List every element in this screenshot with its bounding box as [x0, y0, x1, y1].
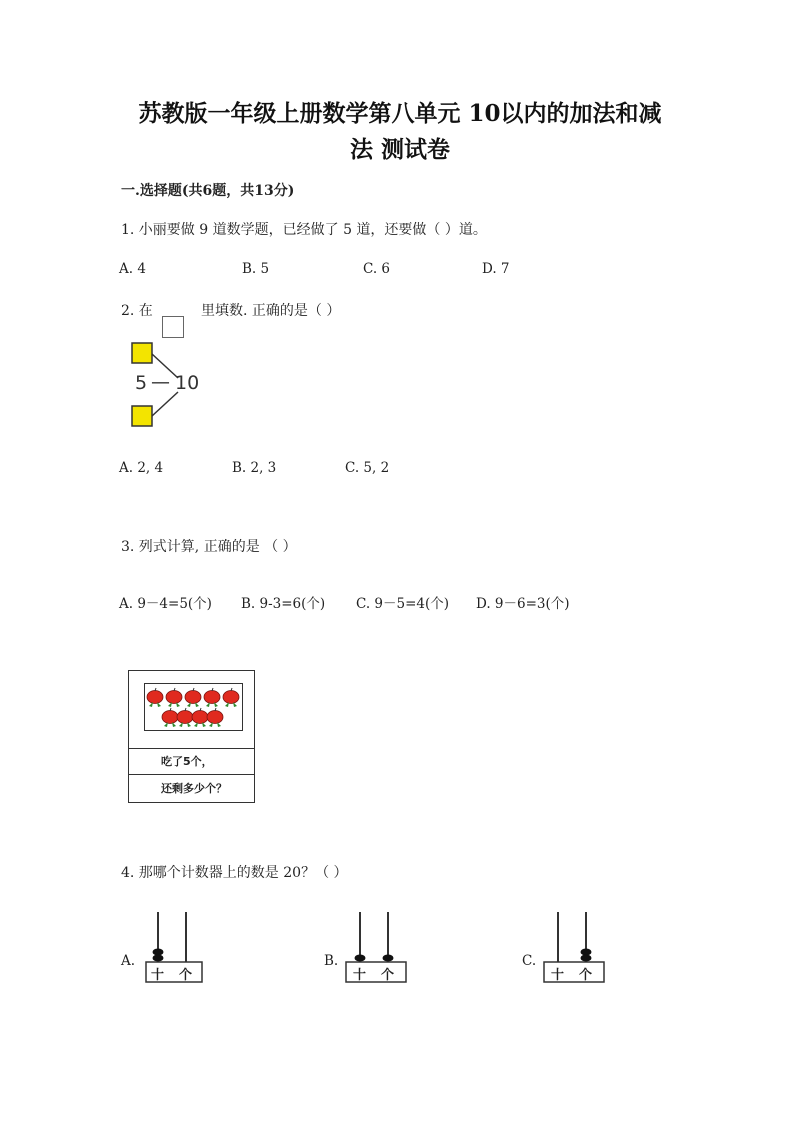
question-1-text: 1. 小丽要做 9 道数学题，已经做了 5 道，还要做（ ）道。 — [121, 222, 487, 238]
number-split-figure — [121, 336, 207, 436]
abacus-b-svg — [341, 912, 411, 984]
apples-svg — [145, 684, 242, 730]
apple-icon — [166, 688, 182, 707]
title-line-2: 法 测试卷 — [349, 136, 450, 163]
abacus-counter-a — [141, 912, 207, 984]
q1-option-b: B. 5 — [242, 261, 270, 277]
card-divider-2 — [129, 774, 254, 775]
q2-option-a: A. 2, 4 — [119, 460, 164, 476]
ones-label-a: 个 — [179, 968, 193, 983]
ones-label-b: 个 — [381, 968, 395, 983]
q3-option-b: B. 9-3=6(个) — [241, 596, 326, 612]
apple-icon — [204, 688, 220, 707]
q1-option-a: A. 4 — [119, 261, 146, 277]
apple-icon — [223, 688, 239, 707]
tens-label-a: 十 — [151, 968, 165, 983]
q1-option-c: C. 6 — [363, 261, 391, 277]
bead-a-2 — [153, 955, 164, 962]
apple-icon — [162, 708, 178, 727]
question-2-text-pre: 2. 在 — [121, 303, 153, 319]
q3-option-d: D. 9－6=3(个) — [476, 596, 570, 612]
apple-picture-card — [128, 670, 255, 803]
q4-label-a: A. — [121, 953, 136, 969]
card-divider-1 — [129, 748, 254, 749]
tens-label-b: 十 — [353, 968, 367, 983]
bottom-yellow-square — [132, 406, 152, 426]
apple-icon — [147, 688, 163, 707]
apple-icon — [192, 708, 208, 727]
left-number: 5 — [135, 372, 148, 394]
split-line-bottom — [152, 392, 178, 416]
tens-label-c: 十 — [551, 968, 565, 983]
abacus-c-svg — [539, 912, 609, 984]
top-yellow-square — [132, 343, 152, 363]
bead-c-2 — [581, 955, 592, 962]
right-number: 10 — [175, 372, 200, 394]
q2-option-b: B. 2, 3 — [232, 460, 277, 476]
abacus-counter-c — [539, 912, 609, 984]
q4-label-c: C. — [522, 953, 537, 969]
q2-option-c: C. 5, 2 — [345, 460, 390, 476]
section-heading: 一.选择题(共6题，共13分) — [121, 183, 295, 199]
caption-line-2: 还剩多少个？ — [161, 782, 227, 795]
apple-icon — [185, 688, 201, 707]
abacus-counter-b — [341, 912, 411, 984]
page-title — [100, 96, 700, 168]
title-line-1: 苏教版一年级上册数学第八单元 10以内的加法和减 — [138, 100, 662, 127]
apple-frame — [144, 683, 243, 731]
bead-a-1 — [153, 949, 164, 956]
q3-option-c: C. 9－5=4(个) — [356, 596, 450, 612]
bead-c-1 — [581, 949, 592, 956]
ones-label-c: 个 — [579, 968, 593, 983]
bead-b-1 — [355, 955, 366, 962]
question-2-text-post: 里填数. 正确的是（ ） — [201, 303, 341, 319]
apple-icon — [207, 708, 223, 727]
blank-box-icon — [162, 316, 184, 338]
question-4-text: 4. 那哪个计数器上的数是 20？（ ） — [121, 865, 348, 881]
q3-option-a: A. 9－4=5(个) — [119, 596, 212, 612]
caption-line-1: 吃了5个， — [161, 755, 213, 768]
bead-b-2 — [383, 955, 394, 962]
dash-glyph: — — [151, 371, 170, 393]
q4-label-b: B. — [324, 953, 339, 969]
q1-option-d: D. 7 — [482, 261, 510, 277]
apple-icon — [177, 708, 193, 727]
question-3-text: 3. 列式计算, 正确的是 （ ） — [121, 539, 297, 555]
